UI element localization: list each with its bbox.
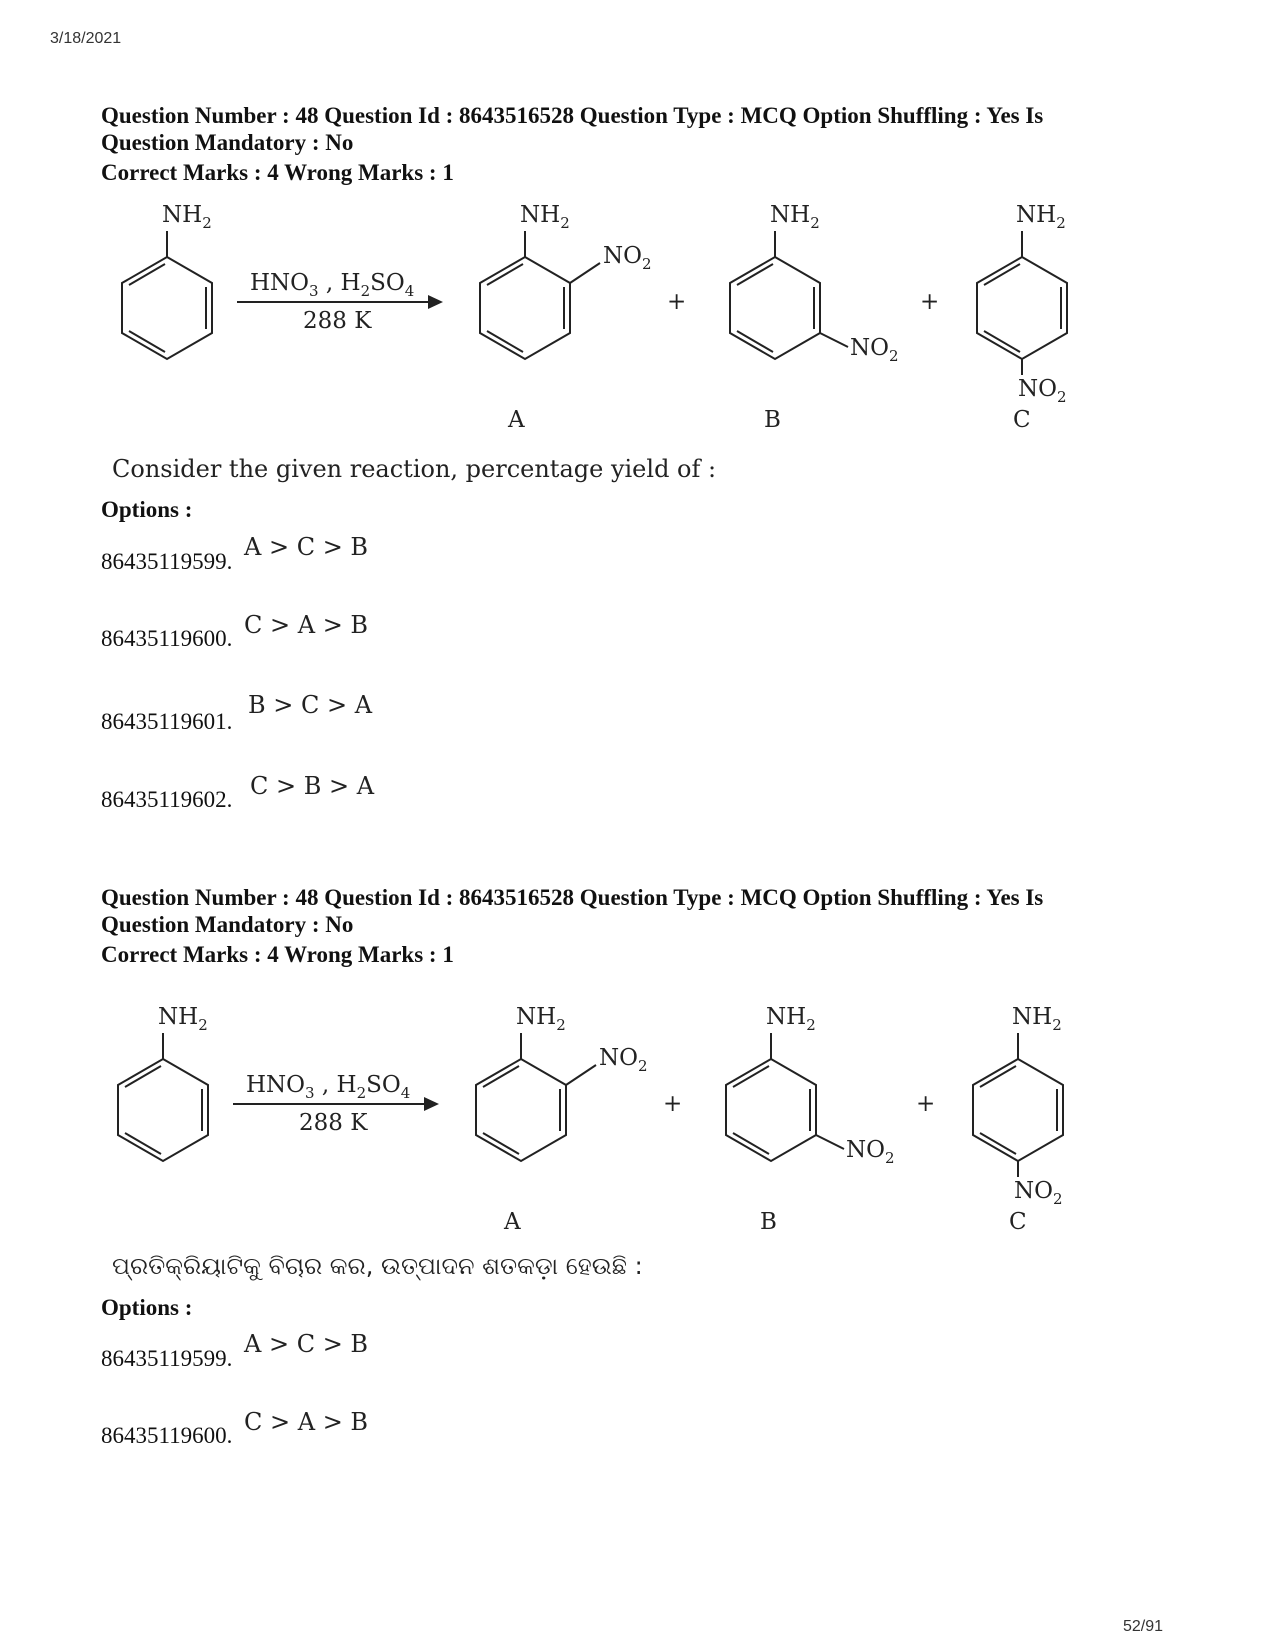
print-date: 3/18/2021 <box>50 30 122 47</box>
question-prompt: ପ୍ରତିକ୍ରିୟାଟିକୁ ବିଚାର କର, ଉତ୍ପାଦନ ଶତକଡ଼ା ହେଉଛି : <box>112 1252 643 1280</box>
page-number: 52/91 <box>1122 1618 1163 1635</box>
condition-label: 288 K <box>303 308 372 334</box>
option-text[interactable]: C > A > B <box>244 1408 369 1436</box>
option-id: 86435119599. <box>101 549 233 574</box>
condition-label: 288 K <box>299 1110 368 1136</box>
amino-label: $NH_2$ <box>162 202 212 232</box>
question-header-line1: Question Number : 48 Question Id : 8643516528 Question Type : MCQ Option Shuffling : Yes Is <box>101 103 1044 128</box>
option-text[interactable]: A > C > B <box>244 533 369 561</box>
plus-sign: + <box>667 289 687 315</box>
option-id: 86435119601. <box>101 709 233 734</box>
question-header-line2: Question Mandatory : No <box>101 912 354 937</box>
product-label-c: C <box>1013 407 1031 433</box>
arrow-head <box>424 1097 439 1111</box>
question-header <box>101 102 1161 156</box>
reaction-scheme <box>106 997 1136 1247</box>
marks-line: Correct Marks : 4 Wrong Marks : 1 <box>101 160 454 185</box>
nitro-label: $NO_2$ <box>1018 376 1067 406</box>
benzene-ring-product-b <box>730 257 820 359</box>
product-label-a: A <box>508 407 525 433</box>
product-label-b: B <box>760 1209 777 1235</box>
nitro-label: $NO_2$ <box>599 1045 648 1075</box>
benzene-ring-product-c <box>977 257 1067 359</box>
option-id: 86435119602. <box>101 787 233 812</box>
arrow-head <box>428 295 443 309</box>
product-label-c: C <box>1009 1209 1027 1235</box>
options-title: Options : <box>101 497 193 522</box>
question-header-line1: Question Number : 48 Question Id : 8643516528 Question Type : MCQ Option Shuffling : Yes Is <box>101 885 1044 910</box>
plus-sign: + <box>916 1091 936 1117</box>
amino-label: $NH_2$ <box>766 1004 816 1034</box>
benzene-ring-product-c <box>973 1059 1063 1161</box>
options-title: Options : <box>101 1295 193 1320</box>
amino-label: $NH_2$ <box>516 1004 566 1034</box>
option-text[interactable]: B > C > A <box>248 691 373 719</box>
option-id: 86435119599. <box>101 1346 233 1371</box>
plus-sign: + <box>663 1091 683 1117</box>
nitro-label: $NO_2$ <box>603 243 652 273</box>
amino-label: $NH_2$ <box>520 202 570 232</box>
option-text[interactable]: C > A > B <box>244 611 369 639</box>
benzene-ring-aniline <box>122 257 212 359</box>
amino-label: $NH_2$ <box>1016 202 1066 232</box>
option-id: 86435119600. <box>101 1423 233 1448</box>
nitro-label: $NO_2$ <box>850 335 899 365</box>
reagent-label: $HNO_3$ , $H_2SO_4$ <box>246 1072 411 1102</box>
option-text[interactable]: C > B > A <box>250 772 375 800</box>
option-id: 86435119600. <box>101 626 233 651</box>
nitro-label: $NO_2$ <box>846 1137 895 1167</box>
amino-label: $NH_2$ <box>770 202 820 232</box>
question-prompt: Consider the given reaction, percentage yield of : <box>112 455 717 483</box>
benzene-ring-aniline <box>118 1059 208 1161</box>
option-text[interactable]: A > C > B <box>244 1330 369 1358</box>
product-label-b: B <box>764 407 781 433</box>
product-label-a: A <box>504 1209 521 1235</box>
benzene-ring-product-b <box>726 1059 816 1161</box>
plus-sign: + <box>920 289 940 315</box>
reaction-scheme <box>110 195 1140 445</box>
amino-label: $NH_2$ <box>158 1004 208 1034</box>
marks-line: Correct Marks : 4 Wrong Marks : 1 <box>101 942 454 967</box>
nitro-label: $NO_2$ <box>1014 1178 1063 1208</box>
reagent-label: $HNO_3$ , $H_2SO_4$ <box>250 270 415 300</box>
question-header-line2: Question Mandatory : No <box>101 130 354 155</box>
amino-label: $NH_2$ <box>1012 1004 1062 1034</box>
benzene-ring-product-a <box>476 1059 566 1161</box>
benzene-ring-product-a <box>480 257 570 359</box>
question-header <box>101 884 1161 938</box>
